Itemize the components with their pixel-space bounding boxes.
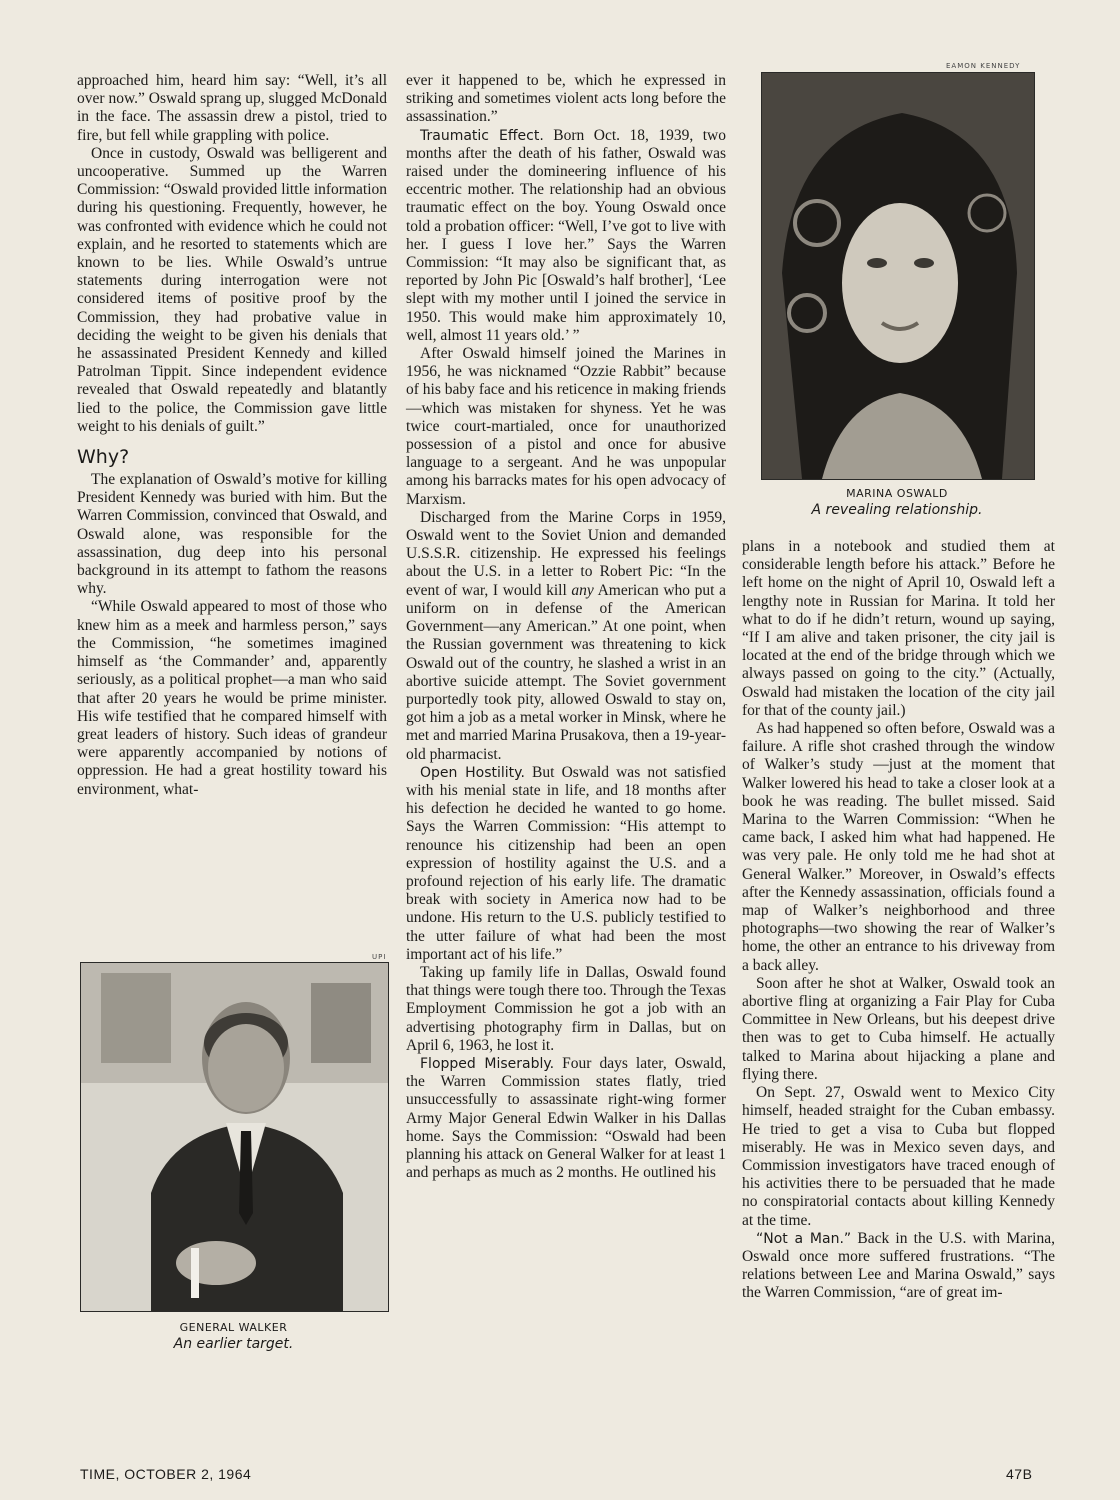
paragraph [406,127,726,345]
photo-credit-walker: UPI [372,953,387,961]
paragraph: The explanation of Oswald’s motive for killing President Kennedy was buried with him. But the Warren Commission, convinced that Oswald, and Oswald alone, was responsible for the assassination, dug deep into his personal background in its attempt to fathom the reasons why. [77,471,387,598]
run-in-heading: “Not a Man.” [756,1230,852,1247]
footer-page-number: 47B [1006,1466,1033,1482]
paragraph [406,509,726,764]
paragraph [742,1230,1055,1303]
paragraph [406,764,726,964]
caption-marina [761,487,1033,518]
caption-text: A revealing relationship. [811,502,983,518]
paragraph: On Sept. 27, Oswald went to Mexico City himself, headed straight for the Cuban embassy. He tried to get a visa to Cuba but flopped miserably. He was in Mexico seven days, and Commission investigators have traced enough of his activities there to be persuaded that he made no conspiratorial contacts about killing Kennedy at the time. [742,1084,1055,1229]
paragraph: Soon after he shot at Walker, Oswald took an abortive fling at organizing a Fair Play for Cuba Committee in New Orleans, but his deepest drive then was to get to Cuba himself. He actually talked to Marina about hijacking a plane and flying there. [742,974,1055,1083]
column-1 [77,72,387,799]
column-3 [742,538,1055,1303]
caption-text: An earlier target. [173,1336,294,1352]
paragraph: plans in a notebook and studied them at considerable length before his attack.” Before he left home on the night of April 10, Oswald left a lengthy note in Russian for Marina. It told her what to do if he didn’t return, wound up saying, “If I am alive and taken prisoner, the city jail is located at the end of the bridge through which we always passed on going to the city.” (Actually, Oswald had mistaken the location of the city jail for that of the county jail.) [742,538,1055,719]
emphasis: any [571,581,594,599]
paragraph-text: Discharged from the Marine Corps in 1959, Oswald went to the Soviet Union and demanded U.S.S.R. citizenship. He expressed his feelings about the U.S. in a letter to Robert Pic: “In the event of war, I would kill [406,508,726,599]
run-in-heading: Open Hostility. [420,764,525,781]
caption-name: MARINA OSWALD [846,487,948,500]
paragraph-text: Four days later, Oswald, the Warren Commission states flatly, tried unsuccessfully to assassinate right-wing former Army Major General Edwin Walker in his Dallas home. Says the Commission: “Oswald had been planning his attack on General Walker for at least 1 and perhaps as much as 2 months. He outlined his [406,1054,726,1182]
paragraph: “While Oswald appeared to most of those who knew him as a meek and harmless person,” says the Commission, “he sometimes imagined himself as ‘the Commander’ and, apparently seriously, as a political prophet—a man who said that after 20 years he would be prime minister. His wife testified that he compared himself with great leaders of history. Such ideas of grandeur were apparently accompanied by notions of oppression. He had a great hostility toward his environment, what- [77,598,387,798]
caption-walker [80,1321,387,1352]
photo-credit-marina: EAMON KENNEDY [946,62,1021,70]
paragraph [406,1055,726,1182]
run-in-heading: Flopped Miserably. [420,1055,555,1072]
photo-marina-oswald [761,72,1035,480]
paragraph: As had happened so often before, Oswald was a failure. A rifle shot crashed through the window of Walker’s study —just at the moment that Walker lowered his head to take a closer look at a book he was reading. The bullet missed. Said Marina to the Warren Commission: “When he came back, I asked him what had happened. He was very pale. He only told me he had shot at General Walker.” Moreover, in Oswald’s effects after the Kennedy assassination, officials found a map of Walker’s neighborhood and three photographs—two showing the rear of Walker’s home, the other an entrance to his driveway from a back alley. [742,720,1055,974]
paragraph: approached him, heard him say: “Well, it’s all over now.” Oswald sprang up, slugged McDonald in the face. The assassin drew a pistol, tried to fire, but fell while grappling with police. [77,72,387,144]
paragraph: ever it happened to be, which he expressed in striking and sometimes violent acts long before the assassination.” [406,72,726,126]
footer-issue-date: TIME, OCTOBER 2, 1964 [80,1466,252,1482]
paragraph-text: But Oswald was not satisfied with his menial state in life, and 18 months after his defection he decided he wanted to go home. Says the Warren Commission: “His attempt to renounce his citizenship had been an open expression of hostility against the U.S. and a profound rejection of his early life. The dramatic break with society in America now had to be undone. His return to the U.S. publicly testified to the utter failure of what had been the most important act of his life.” [406,763,726,963]
paragraph: Taking up family life in Dallas, Oswald found that things were tough there too. Through the Texas Employment Commission he got a job with an advertising photography firm in Dallas, but on April 6, 1963, he lost it. [406,963,726,1054]
paragraph-text: Born Oct. 18, 1939, two months after the death of his father, Oswald was raised under the domineering influence of his eccentric mother. The relationship had an obvious traumatic effect on the boy. Young Oswald once told a probation officer: “Well, I’ve got to live with her. I guess I love her.” Says the Warren Commission: “It may also be significant that, as reported by John Pic [Oswald’s half brother], ‘Lee slept with my mother until I joined the service in 1950. This would make him approximately 10, well, almost 11 years old.’ ” [406,126,727,344]
paragraph: Once in custody, Oswald was belligerent and uncooperative. Summed up the Warren Commission: “Oswald provided little information during his questioning. Frequently, however, he was confronted with evidence which he could not explain, and he resorted to statements which are known to be lies. While Oswald’s untrue statements during interrogation were not considered items of positive proof by the Commission, they had probative value in deciding the weight to be given his denials that he assassinated President Kennedy and killed Patrolman Tippit. Since independent evidence revealed that Oswald repeatedly and blatantly lied to the police, the Commission gave little weight to his denials of guilt.” [77,144,387,435]
walker-portrait-image [81,963,388,1311]
section-heading: Why? [77,446,130,469]
marina-portrait-image [762,73,1034,479]
photo-general-walker [80,962,389,1312]
paragraph-text: Back in the U.S. with Marina, Oswald once more suffered frustrations. “The relations between Lee and Marina Oswald,” says the Warren Commission, “are of great im- [742,1229,1055,1302]
column-2 [406,72,726,1182]
caption-name: GENERAL WALKER [179,1321,288,1334]
paragraph-text: American who put a uniform on in defense of the American Government—any American.” At one point, when the Russian government was threatening to kick Oswald out of the country, he slashed a wrist in an abortive suicide attempt. The Soviet government purportedly took pity, allowed Oswald to stay on, got him a job as a metal worker in Minsk, where he met and married Marina Prusakova, then a 19-year-old pharmacist. [406,581,726,763]
run-in-heading: Traumatic Effect. [420,127,544,144]
paragraph: After Oswald himself joined the Marines in 1956, he was nicknamed “Ozzie Rabbit” because of his baby face and his reticence in making friends—which was mistaken for shyness. Yet he was twice court-martialed, once for unauthorized possession of a pistol and once for abusive language to a sergeant. And he was unpopular among his barracks mates for his open advocacy of Marxism. [406,345,726,508]
